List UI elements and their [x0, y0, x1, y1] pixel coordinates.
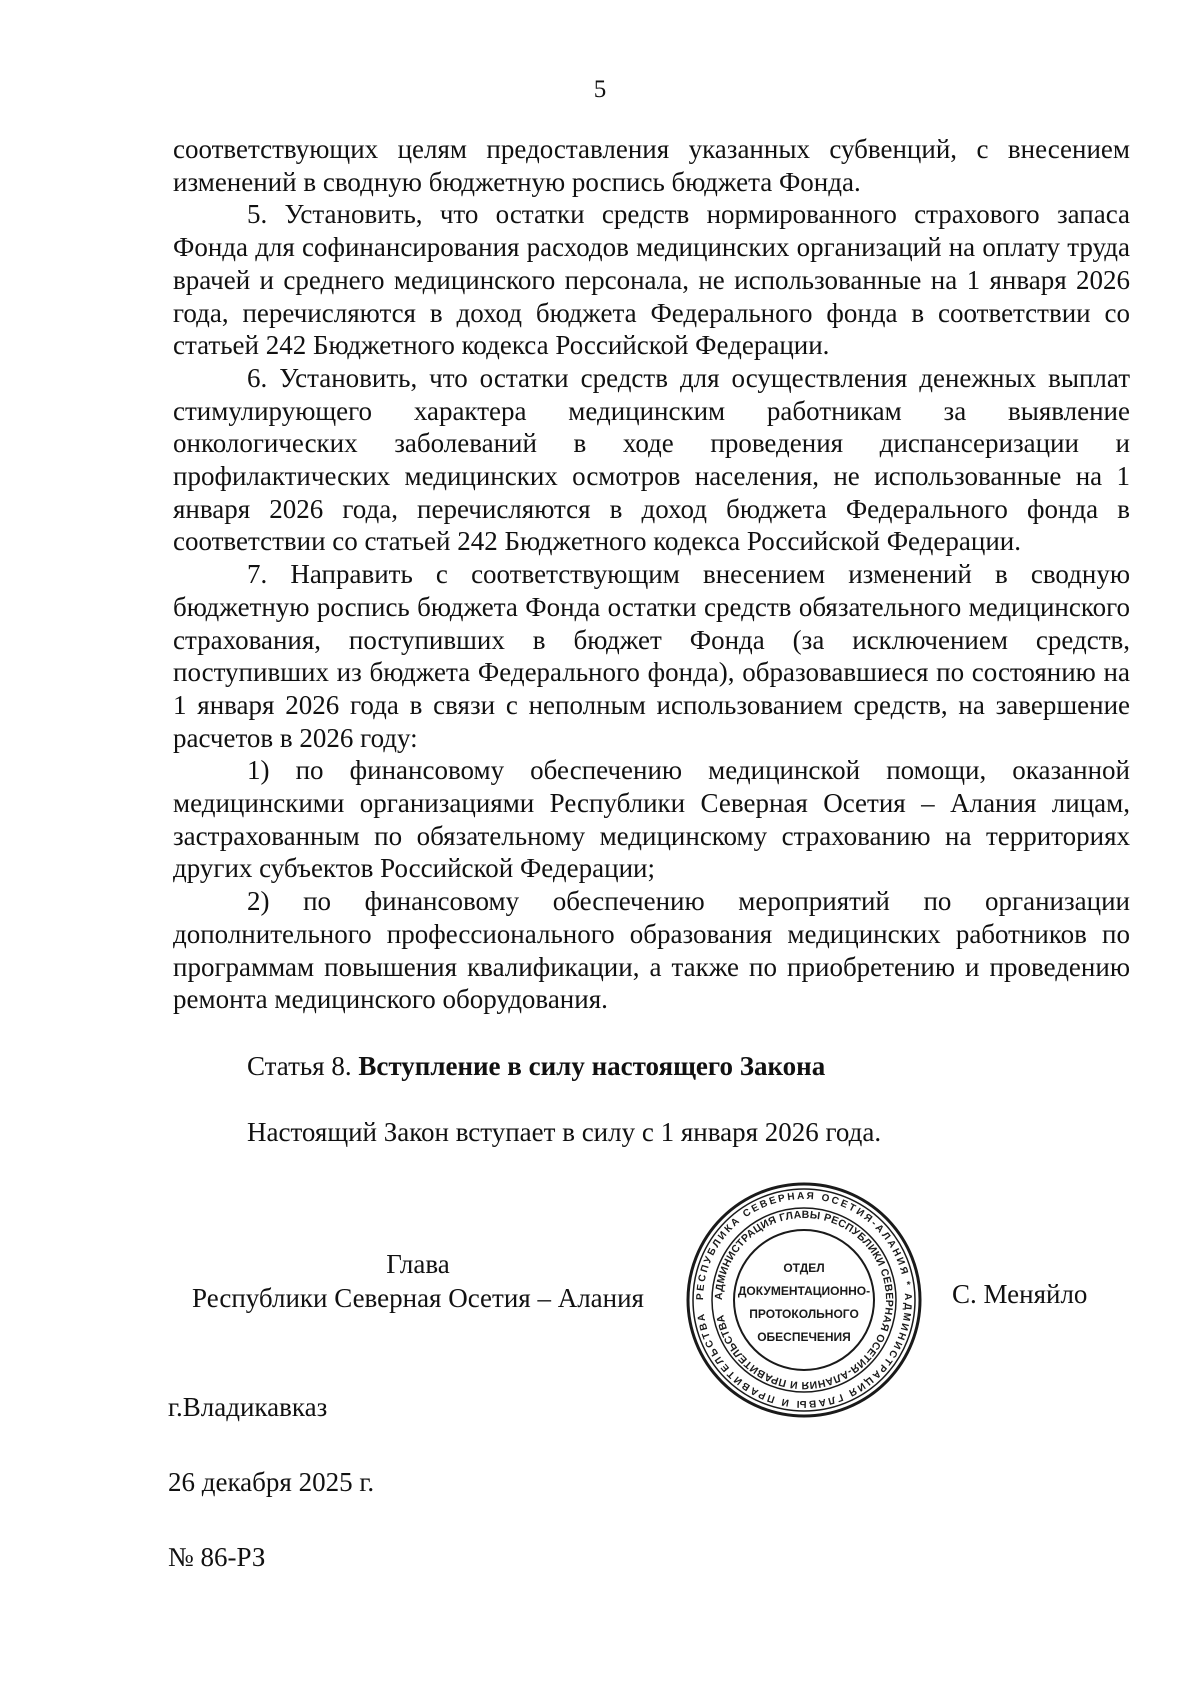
paragraph-continuation: соответствующих целям предоставления указанных субвенций, с внесением изменений в сводную бюджетную роспись бюджета Фонда. — [173, 134, 1130, 197]
signing-date: 26 декабря 2025 г. — [168, 1467, 375, 1497]
seal-middle-text: АДМИНИСТРАЦИЯ ГЛАВЫ РЕСПУБЛИКИ СЕВЕРНАЯ ОСЕТИЯ-АЛАНИЯ И ПРАВИТЕЛЬСТВА — [712, 1208, 896, 1392]
subparagraph-1: 1) по финансовому обеспечению медицинской помощи, оказанной медицинскими организациями Республики Северная Осетия – Алания лицам, застрахованным по обязательному медицинскому страхованию на территориях других субъектов Российской Федерации; — [173, 755, 1130, 884]
paragraph-item-7: 7. Направить с соответствующим внесением изменений в сводную бюджетную роспись бюджета Фонда остатки средств обязательного медицинского страхования, поступивших в бюджет Фонда (за исключением средств, поступивших из бюджета Федерального фонда), образовавшиеся по состоянию на 1 января 2026 года в связи с неполным использованием средств, на завершение расчетов в 2026 году: — [173, 559, 1130, 753]
place-of-signing: г.Владикавказ — [168, 1392, 328, 1422]
seal-inner-ring — [734, 1230, 874, 1370]
seal-middle-ring — [712, 1208, 896, 1392]
signatory-role-line1: Глава — [386, 1249, 450, 1279]
signatory-role — [170, 1247, 666, 1315]
law-number: № 86-РЗ — [168, 1542, 266, 1572]
effective-date-text: Настоящий Закон вступает в силу с 1 января 2026 года. — [247, 1117, 882, 1147]
seal-center-line-4: ОБЕСПЕЧЕНИЯ — [757, 1330, 851, 1344]
paragraph-item-5: 5. Установить, что остатки средств нормированного страхового запаса Фонда для софинансирования расходов медицинских организаций на оплату труда врачей и среднего медицинского персонала, не использованные на 1 января 2026 года, перечисляются в доход бюджета Федерального фонда в соответствии со статьей 242 Бюджетного кодекса Российской Федерации. — [173, 199, 1130, 361]
article-prefix: Статья 8. — [247, 1051, 352, 1081]
paragraph-item-6: 6. Установить, что остатки средств для осуществления денежных выплат стимулирующего характера медицинским работникам за выявление онкологических заболеваний в ходе проведения диспансеризации и профилактических медицинских осмотров населения, не использованные на 1 января 2026 года, перечисляются в доход бюджета Федерального фонда в соответствии со статьей 242 Бюджетного кодекса Российской Федерации. — [173, 362, 1130, 557]
seal-center-line-2: ДОКУМЕНТАЦИОННО- — [737, 1284, 871, 1298]
official-seal-stamp — [684, 1180, 924, 1420]
seal-center-line-3: ПРОТОКОЛЬНОГО — [749, 1307, 859, 1321]
law-body-text — [173, 133, 1130, 1016]
page-number: 5 — [593, 76, 607, 103]
article-heading — [247, 1051, 825, 1082]
seal-outer-text: РЕСПУБЛИКА СЕВЕРНАЯ ОСЕТИЯ-АЛАНИЯ * АДМИНИСТРАЦИЯ ГЛАВЫ И ПРАВИТЕЛЬСТВА — [694, 1190, 914, 1410]
seal-center-line-1: ОТДЕЛ — [783, 1261, 825, 1275]
subparagraph-2: 2) по финансовому обеспечению мероприятий по организации дополнительного профессионального образования медицинских работников по программам повышения квалификации, а также по приобретению и проведению ремонта медицинского оборудования. — [173, 886, 1130, 1015]
signatory-role-line2: Республики Северная Осетия – Алания — [192, 1283, 644, 1313]
seal-outer-inner-ring — [693, 1189, 915, 1411]
article-title: Вступление в силу настоящего Закона — [358, 1051, 826, 1081]
signatory-name: С. Меняйло — [952, 1279, 1088, 1309]
